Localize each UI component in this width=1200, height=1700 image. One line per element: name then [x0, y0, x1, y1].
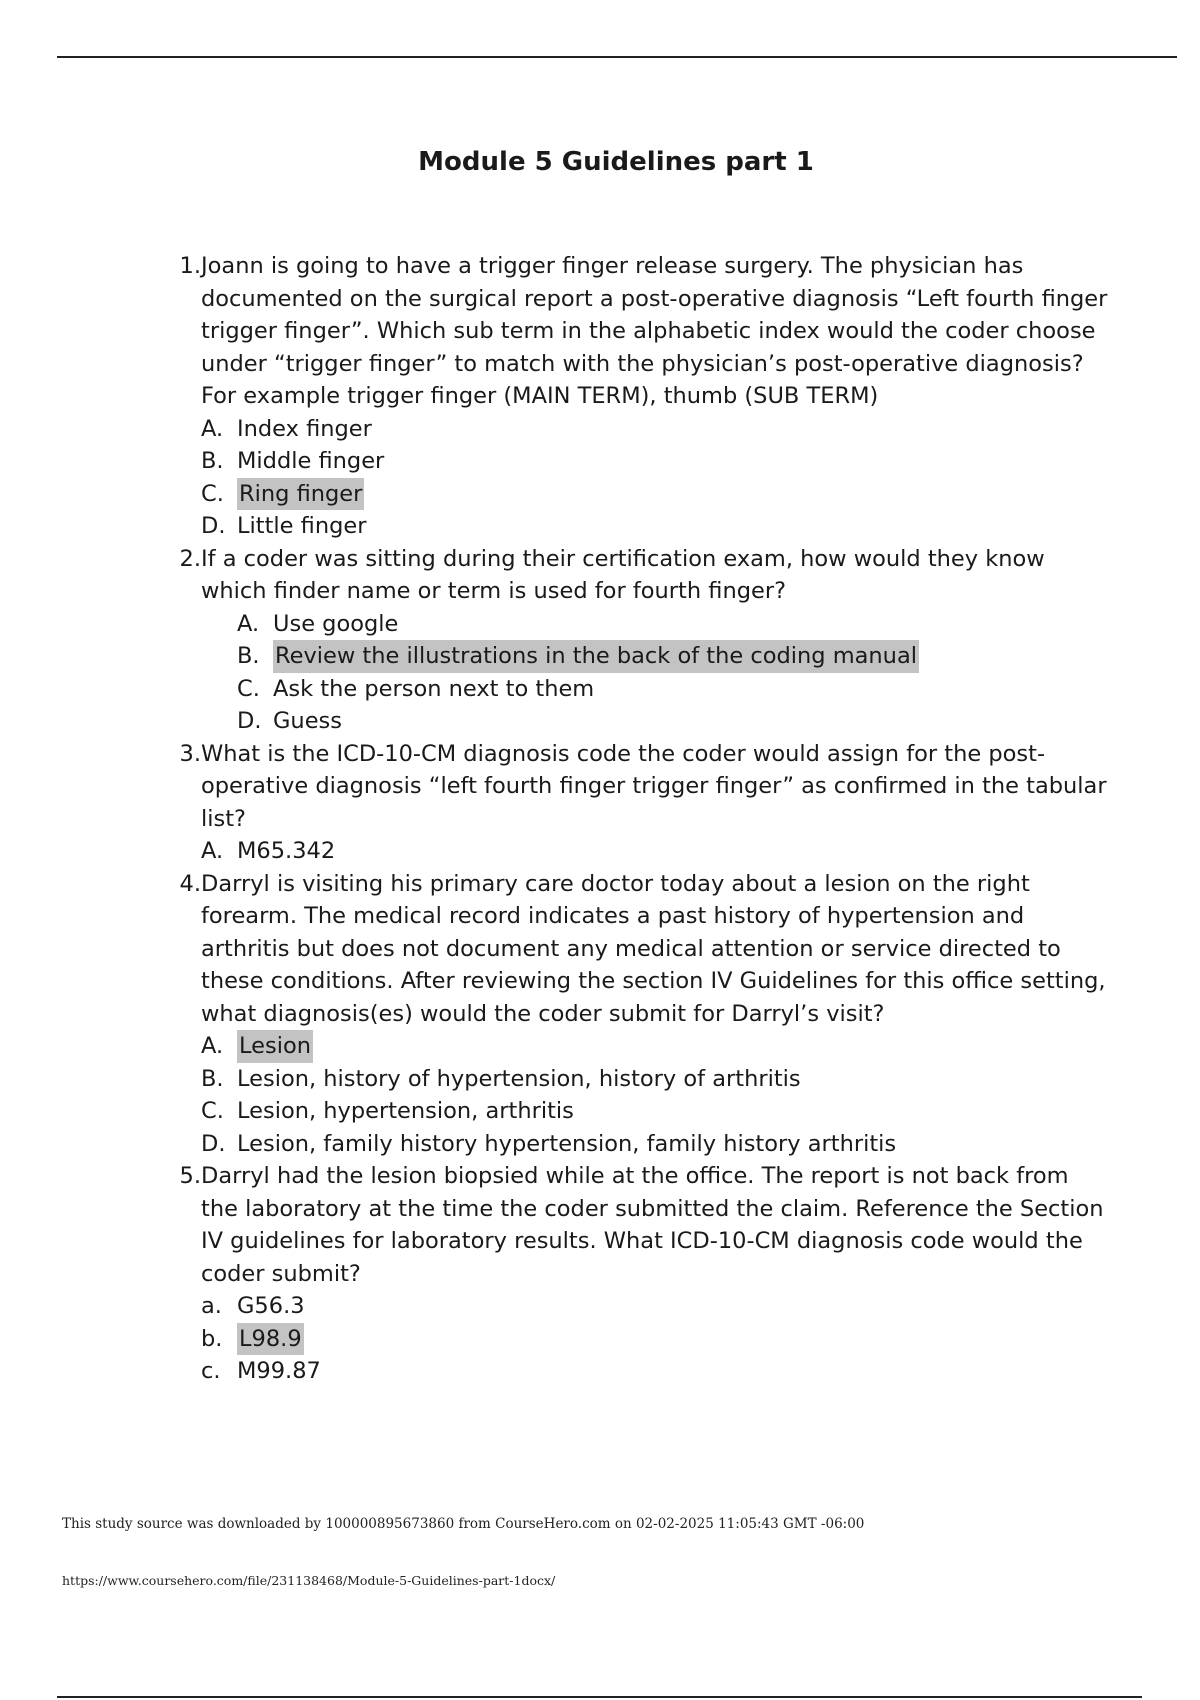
question-text: Joann is going to have a trigger finger release surgery. The physician has documented on the surgical report a post-operative diagnosis “Left fourth finger trigger finger”. Which sub term in the alphabetic index would the coder choose under “trigger finger” to match with the physician’s post-operative diagnosis? For example trigger finger (MAIN TERM), thumb (SUB TERM) [201, 253, 1108, 409]
option-text: Use google [273, 610, 399, 637]
answer-option [201, 1355, 1108, 1388]
highlighted-answer: L98.9 [237, 1323, 304, 1356]
answer-options [201, 835, 1108, 868]
question-text: If a coder was sitting during their certification exam, how would they know which finder name or term is used for fourth finger? [201, 545, 1045, 604]
download-notice: This study source was downloaded by 100000895673860 from CourseHero.com on 02-02-2025 11:05:43 GMT -06:00 [62, 1516, 865, 1532]
option-letter: D. [201, 513, 226, 539]
source-url[interactable]: https://www.coursehero.com/file/231138468/Module-5-Guidelines-part-1docx/ [62, 1573, 556, 1588]
option-text: Little finger [237, 513, 367, 539]
answer-option [201, 835, 1108, 868]
answer-option [201, 510, 1108, 543]
question-number: 2. [179, 545, 201, 572]
option-text: Lesion, history of hypertension, history of arthritis [237, 1065, 801, 1092]
answer-options [201, 608, 1108, 738]
answer-options [201, 1290, 1108, 1388]
option-letter: a. [201, 1293, 222, 1319]
answer-option-selected [201, 1323, 1108, 1356]
option-letter: B. [201, 1065, 224, 1092]
option-letter: A. [201, 1033, 224, 1059]
question-text: Darryl is visiting his primary care doctor today about a lesion on the right forearm. The medical record indicates a past history of hypertension and arthritis but does not document any medical attention or service directed to these conditions. After reviewing the section IV Guidelines for this office setting, what diagnosis(es) would the coder submit for Darryl’s visit? [201, 870, 1106, 1027]
answer-option [201, 1290, 1108, 1323]
question-number: 1. [179, 253, 201, 279]
answer-option [201, 1128, 1108, 1161]
option-letter: c. [201, 1358, 221, 1384]
answer-option [201, 608, 1108, 641]
option-text: Lesion, hypertension, arthritis [237, 1098, 574, 1124]
question-list [168, 250, 1108, 1388]
option-text: Guess [273, 708, 342, 734]
option-letter: A. [237, 610, 260, 637]
top-rule [57, 56, 1177, 58]
option-letter: D. [201, 1130, 226, 1157]
answer-option [201, 705, 1108, 738]
highlighted-answer: Lesion [237, 1030, 313, 1063]
answer-option [201, 673, 1108, 706]
option-letter: A. [201, 415, 224, 442]
answer-option [201, 1063, 1108, 1096]
option-text: M65.342 [237, 838, 336, 864]
answer-options [201, 1030, 1108, 1160]
question-4 [168, 868, 1108, 1161]
option-letter: C. [237, 675, 260, 702]
option-letter: B. [237, 643, 260, 669]
highlighted-answer: Ring finger [237, 478, 364, 511]
highlighted-answer: Review the illustrations in the back of the coding manual [273, 640, 919, 673]
option-text: M99.87 [237, 1358, 321, 1384]
option-text: Ask the person next to them [273, 675, 595, 702]
answer-options [201, 413, 1108, 543]
question-2 [168, 543, 1108, 738]
option-text: Index finger [237, 415, 372, 442]
option-letter: B. [201, 448, 224, 474]
answer-option-selected [201, 1030, 1108, 1063]
question-number: 5. [179, 1163, 201, 1189]
option-text: G56.3 [237, 1293, 305, 1319]
option-letter: b. [201, 1325, 223, 1352]
option-letter: C. [201, 480, 224, 507]
option-text: Lesion, family history hypertension, family history arthritis [237, 1130, 897, 1157]
answer-option-selected [201, 478, 1108, 511]
option-text: Middle finger [237, 448, 385, 474]
answer-option [201, 445, 1108, 478]
bottom-rule [57, 1696, 1142, 1698]
answer-option [201, 1095, 1108, 1128]
question-1 [168, 250, 1108, 543]
question-text: Darryl had the lesion biopsied while at the office. The report is not back from the laboratory at the time the coder submitted the claim. Reference the Section IV guidelines for laboratory results. What ICD-10-CM diagnosis code would the coder submit? [201, 1163, 1104, 1287]
question-number: 4. [179, 870, 201, 897]
answer-option [201, 413, 1108, 446]
option-letter: C. [201, 1098, 224, 1124]
option-letter: D. [237, 708, 262, 734]
question-number: 3. [179, 740, 201, 767]
question-5 [168, 1160, 1108, 1388]
page-title: Module 5 Guidelines part 1 [418, 147, 814, 177]
option-letter: A. [201, 838, 224, 864]
question-text: What is the ICD-10-CM diagnosis code the coder would assign for the post-operative diagnosis “left fourth finger trigger finger” as confirmed in the tabular list? [201, 740, 1107, 832]
answer-option-selected [201, 640, 1108, 673]
question-3 [168, 738, 1108, 868]
